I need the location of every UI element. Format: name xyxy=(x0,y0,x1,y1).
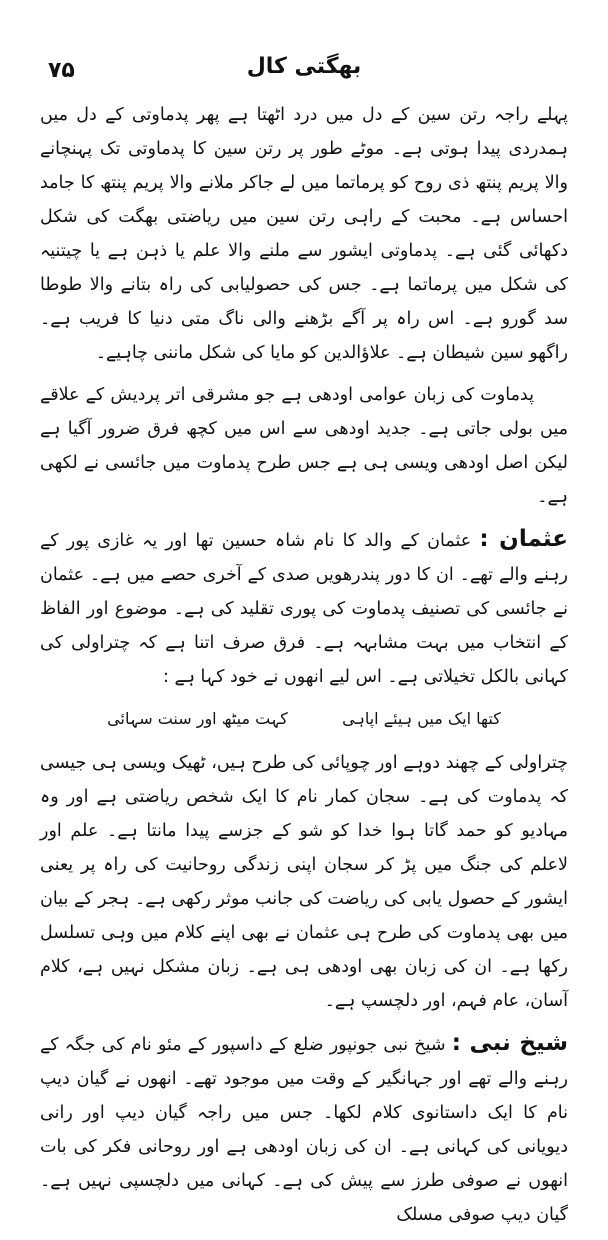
section-heading: عثمان : xyxy=(479,526,568,552)
section-text: عثمان کے والد کا نام شاہ حسین تھا اور یہ غازی پور کے رہنے والے تھے۔ ان کا دور پندرھویں صدی کے آخری حصے میں ہے۔ عثمان نے جائسی کی تصنیف پدماوت کی پوری تقلید کی ہے۔ موضوع اور الفاظ کے انتخاب میں بہت مشابہہ ہے۔ فرق صرف اتنا ہے کہ چتراولی کی کہانی بالکل تخیلاتی ہے۔ اس لیے انھوں نے خود کہا ہے : xyxy=(40,531,568,687)
section-heading: شیخ نبی : xyxy=(451,1030,568,1056)
page-number: ۷۵ xyxy=(48,58,75,83)
body-paragraph: پدماوت کی زبان عوامی اودھی ہے جو مشرقی اتر پردیش کے علاقے میں بولی جاتی ہے۔ جدید اودھی سے اس میں کچھ فرق ضرور آگیا ہے لیکن اصل اودھی ویسی ہی ہے جس طرح پدماوت میں جائسی نے لکھی ہے۔ xyxy=(40,385,568,507)
body-paragraph: پہلے راجہ رتن سین کے دل میں درد اٹھتا ہے پھر پدماوتی کے دل میں ہمدردی پیدا ہوتی ہے۔ موٹے طور پر رتن سین کا پدماوتی تک پہنچانے والا پریم پنتھ ذی روح کو پرماتما میں لے جاکر ملانے والا پریم پنتھ کا جامد احساس ہے۔ محبت کے راہی رتن سین میں ریاضتی بھگت کی شکل دکھائی گئی ہے۔ پدماوتی ایشور سے ملنے والا علم یا ذہن ہے یا چیتنیہ کی شکل میں پرماتما ہے۔ جس کی حصولیابی کی راہ بتانے والا طوطا سد گورو ہے۔ اس راہ پر آگے بڑھنے والی ناگ متی دنیا کا فریب ہے۔ راگھو سین شیطان ہے۔ علاؤالدین کو مایا کی شکل ماننی چاہیے۔ xyxy=(40,105,568,363)
page-body xyxy=(40,98,568,1240)
verse-line-left: کہت میٹھ اور سنت سہائی xyxy=(107,709,288,728)
verse-couplet xyxy=(80,702,528,736)
section-othman xyxy=(40,522,568,694)
section-text: شیخ نبی جونپور ضلع کے داسپور کے مئو نام کی جگہ کے رہنے والے تھے اور جہانگیر کے وقت میں موجود تھے۔ انھوں نے گیان دیپ نام کا ایک داستانوی کلام لکھا۔ جس میں راجہ گیان دیپ اور رانی دیویانی کی کہانی ہے۔ ان کی زبان اودھی ہے اور روحانی فکر کی بات انھوں نے صوفی طرز سے پیش کی ہے۔ کہانی میں دلچسپی نہیں ہے۔ گیان دیپ صوفی مسلک xyxy=(40,1035,568,1225)
page-header xyxy=(40,52,568,92)
body-paragraph: چتراولی کے چھند دوہے اور چوپائی کی طرح ہیں، ٹھیک ویسی ہی جیسی کہ پدماوت کی ہے۔ سجان کمار نام کا ایک شخص ریاضتی ہے اور وہ مہادیو کو حمد گاتا ہوا خدا کو شو کے جزسے پیدا مانتا ہے۔ علم اور لاعلم کی جنگ میں پڑ کر سجان اپنی زندگی روحانیت کی راہ پر یعنی ایشور کے حصول یابی کی ریاضت کی جانب موثر رکھی ہے۔ ہجر کے بیان میں بھی پدماوت کی طرح ہی عثمان نے بھی اپنے کلام میں وہی تسلسل رکھا ہے۔ ان کی زبان بھی اودھی ہی ہے۔ زبان مشکل نہیں ہے، کلام آسان، عام فہم، اور دلچسپ ہے۔ xyxy=(40,753,568,1011)
running-title: بھگتی کال xyxy=(246,54,362,79)
verse-line-right: کتھا ایک میں ہیئے اپاہی xyxy=(342,709,501,728)
section-sheikh-nabi xyxy=(40,1026,568,1232)
